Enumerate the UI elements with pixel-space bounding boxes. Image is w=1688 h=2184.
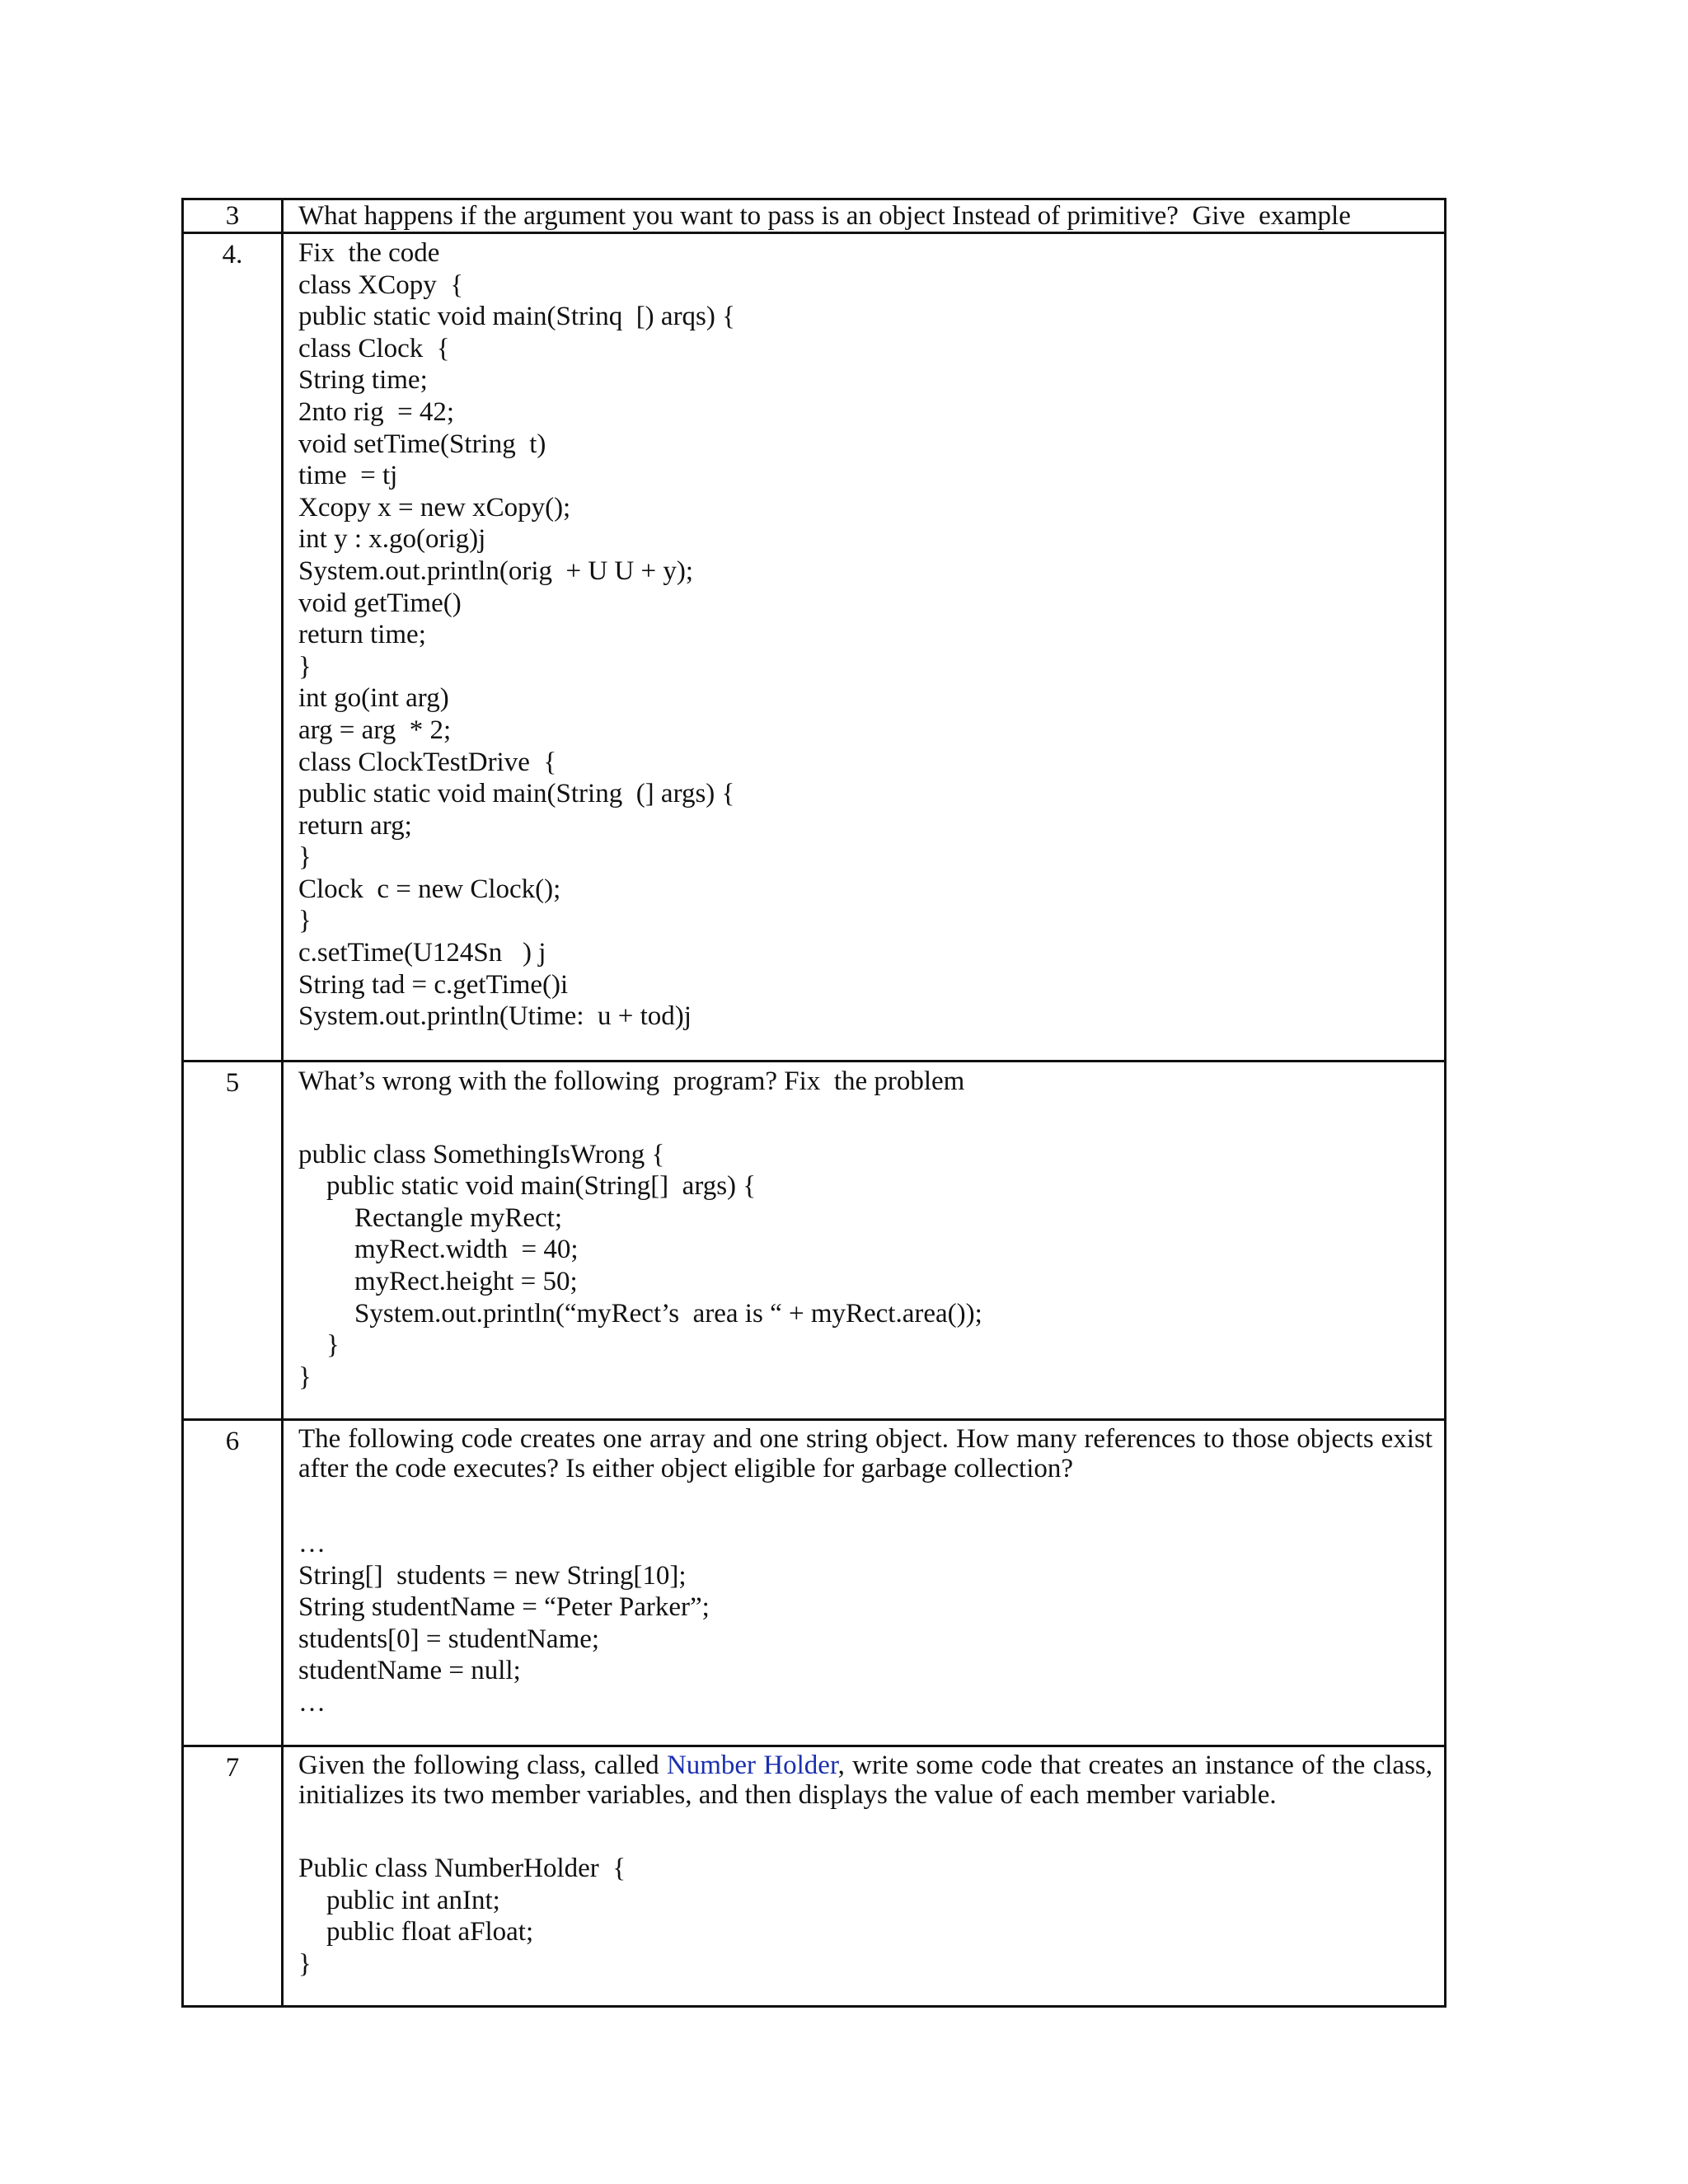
code-line: class Clock {	[298, 333, 450, 363]
code-line: String time;	[298, 365, 428, 396]
spacer	[298, 1483, 1432, 1528]
class-name-link[interactable]: Number Holder	[666, 1750, 838, 1780]
code-line: }	[298, 906, 312, 936]
code-line: myRect.height = 50;	[354, 1266, 578, 1296]
code-line: class XCopy {	[298, 269, 464, 300]
question-body	[284, 1062, 1444, 1418]
question-number: 4.	[184, 234, 284, 1060]
code-line: }	[326, 1330, 340, 1361]
question-number: 3	[184, 200, 284, 232]
code-line: void getTime()	[298, 588, 462, 618]
code-line: return arg;	[298, 810, 412, 841]
code-line: public class SomethingIsWrong {	[298, 1139, 665, 1169]
code-line: Rectangle myRect;	[354, 1202, 562, 1233]
spacer	[298, 1098, 1432, 1139]
code-line: Xcopy x = new xCopy();	[298, 492, 571, 523]
question-text-end: , write some code that creates an instance of the class, initializes its two member variables, and then displays the value of each member variable.	[298, 1750, 1433, 1810]
code-line: }	[298, 842, 312, 873]
code-line: public int anInt;	[326, 1885, 500, 1915]
code-line: public float aFloat;	[326, 1917, 534, 1947]
code-line: myRect.width = 40;	[354, 1235, 579, 1265]
code-line: String studentName = “Peter Parker”;	[298, 1592, 710, 1623]
code-line: public static void main(String (] args) {	[298, 779, 735, 809]
question-number: 7	[184, 1747, 284, 2005]
spacer	[298, 1810, 1432, 1853]
code-line: System.out.println(orig + U U + y);	[298, 555, 694, 586]
question-row-3	[184, 200, 1444, 234]
code-line: arg = arg * 2;	[298, 715, 452, 745]
code-line: }	[298, 1361, 312, 1392]
question-row-6	[184, 1421, 1444, 1747]
code-line: c.setTime(U124Sn ) j	[298, 938, 546, 968]
question-text-start: Given the following class, called	[298, 1750, 667, 1780]
code-line: }	[298, 1948, 312, 1979]
question-table	[181, 198, 1447, 2008]
question-text: What happens if the argument you want to pass is an object Instead of primitive? Give example	[298, 201, 1351, 231]
code-line: Public class NumberHolder {	[298, 1854, 626, 1883]
code-line: return time;	[298, 620, 426, 650]
code-line: Fix the code	[298, 238, 440, 268]
code-line: …	[298, 1687, 326, 1718]
question-row-5	[184, 1062, 1444, 1421]
code-line: Clock c = new Clock();	[298, 874, 561, 904]
code-line: }	[298, 651, 312, 682]
code-line: time = tj	[298, 461, 398, 491]
code-line: studentName = null;	[298, 1656, 521, 1686]
question-body	[284, 1421, 1444, 1745]
code-line: …	[298, 1529, 326, 1558]
question-row-7	[184, 1747, 1444, 2008]
code-line: System.out.println(“myRect’s area is “ + myRect.area());	[354, 1298, 982, 1329]
question-text: What’s wrong with the following program? Fix the problem	[298, 1066, 965, 1096]
question-text	[298, 1750, 1432, 1810]
code-line: String[] students = new String[10];	[298, 1560, 687, 1591]
code-line: 2nto rig = 42;	[298, 396, 455, 427]
code-line: void setTime(String t)	[298, 429, 546, 459]
code-line: String tad = c.getTime()i	[298, 969, 569, 1000]
code-line: int go(int arg)	[298, 683, 449, 714]
question-body	[284, 234, 1444, 1060]
code-line: public static void main(String[] args) {	[326, 1171, 757, 1202]
question-number: 5	[184, 1062, 284, 1418]
code-line: class ClockTestDrive {	[298, 747, 557, 777]
question-row-4	[184, 234, 1444, 1062]
code-line: public static void main(Strinq [) arqs) {	[298, 302, 735, 332]
code-line: System.out.println(Utime: u + tod)j	[298, 1001, 692, 1032]
code-line: int y : x.go(orig)j	[298, 524, 486, 555]
question-text: The following code creates one array and one string object. How many references to those objects exist after the code executes? Is either object eligible for garbage collection?	[298, 1424, 1432, 1483]
question-body	[284, 1747, 1444, 2005]
code-line: students[0] = studentName;	[298, 1624, 600, 1654]
question-number: 6	[184, 1421, 284, 1745]
question-body	[284, 200, 1444, 232]
